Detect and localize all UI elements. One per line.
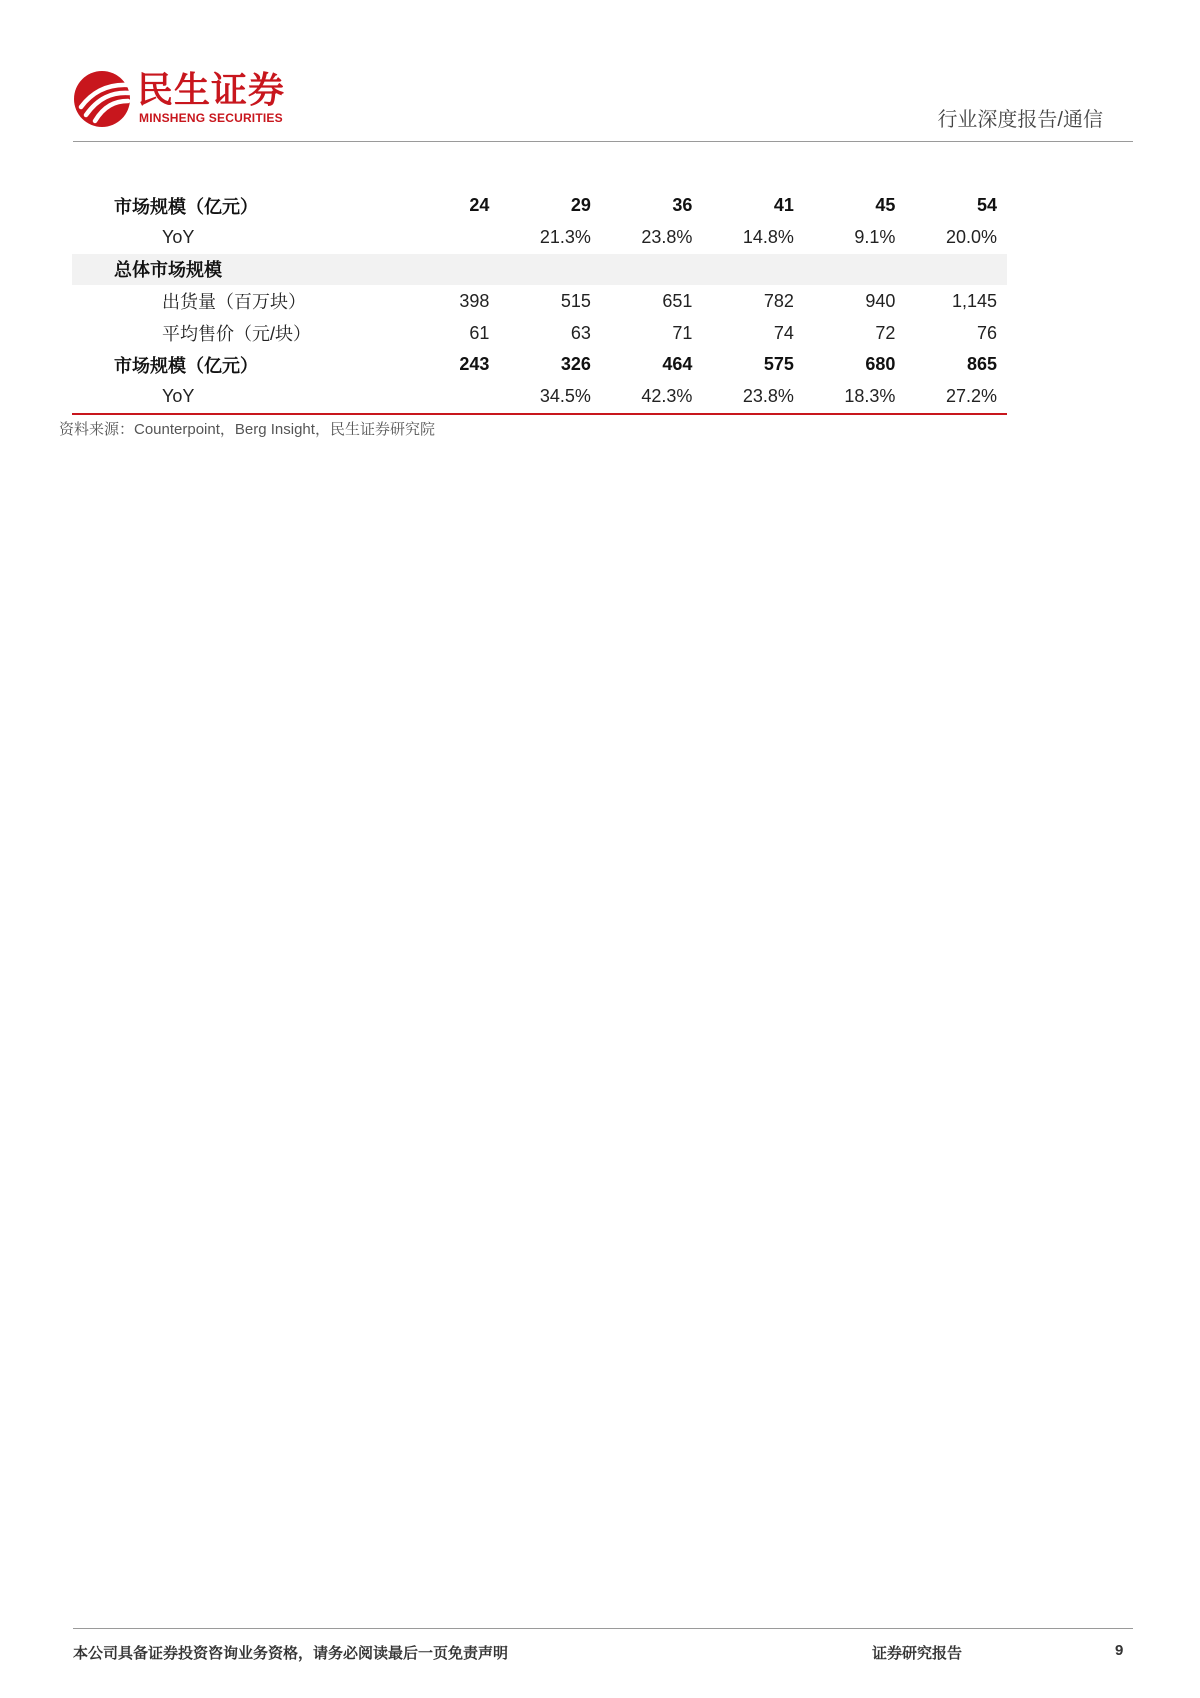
cell: 1,145 <box>951 290 997 311</box>
cell: 651 <box>662 290 693 311</box>
table-row <box>72 349 1007 381</box>
cell: 940 <box>865 290 896 311</box>
cell: 243 <box>459 354 490 375</box>
cell: 9.1% <box>854 227 896 248</box>
row-label: YoY <box>72 381 428 414</box>
table-row <box>72 190 1007 222</box>
cell: 680 <box>865 354 896 375</box>
table-row <box>72 381 1007 414</box>
cell: 63 <box>570 322 591 343</box>
cell: 865 <box>966 354 997 375</box>
table-row <box>72 317 1007 349</box>
cell: 54 <box>976 195 997 216</box>
cell: 575 <box>763 354 794 375</box>
footer-divider <box>73 1628 1133 1629</box>
cell: 782 <box>763 290 794 311</box>
minsheng-logo-icon <box>73 70 133 128</box>
cell: 34.5% <box>499 381 601 414</box>
cell: 45 <box>875 195 896 216</box>
cell <box>428 381 500 414</box>
cell: 74 <box>773 322 794 343</box>
row-label: YoY <box>162 227 195 248</box>
cell: 326 <box>560 354 591 375</box>
cell: 14.8% <box>742 227 794 248</box>
cell: 36 <box>672 195 693 216</box>
footer-disclaimer: 本公司具备证券投资咨询业务资格，请务必阅读最后一页免责声明 <box>73 1645 509 1662</box>
cell: 464 <box>662 354 693 375</box>
cell: 515 <box>560 290 591 311</box>
row-label: 市场规模（亿元） <box>114 196 258 217</box>
cell: 61 <box>469 322 490 343</box>
table-row <box>72 285 1007 317</box>
footer-report-type: 证券研究报告 <box>871 1645 962 1662</box>
row-label: 市场规模（亿元） <box>114 355 258 376</box>
cell: 23.8% <box>702 381 804 414</box>
cell: 20.0% <box>945 227 997 248</box>
section-label: 总体市场规模 <box>72 254 1007 286</box>
cell: 398 <box>459 290 490 311</box>
cell: 29 <box>570 195 591 216</box>
cell <box>428 222 500 254</box>
report-category: 行业深度报告/通信 <box>937 109 1103 131</box>
table-section-row <box>72 254 1007 286</box>
cell: 76 <box>976 322 997 343</box>
row-label: 平均售价（元/块） <box>162 324 312 345</box>
row-label: 出货量（百万块） <box>162 292 306 313</box>
cell: 24 <box>469 195 490 216</box>
market-size-table <box>72 190 1007 415</box>
page-number: 9 <box>1115 1642 1124 1659</box>
cell: 72 <box>875 322 896 343</box>
cell: 21.3% <box>539 227 591 248</box>
cell: 18.3% <box>804 381 906 414</box>
cell: 41 <box>773 195 794 216</box>
brand-name-en: MINSHENG SECURITIES <box>139 111 283 125</box>
cell: 42.3% <box>601 381 703 414</box>
cell: 27.2% <box>905 381 1007 414</box>
table-row <box>72 222 1007 254</box>
cell: 71 <box>672 322 693 343</box>
brand-name-cn: 民生证券 <box>137 69 286 110</box>
cell: 23.8% <box>641 227 693 248</box>
table-source-note: 资料来源：Counterpoint，Berg Insight，民生证券研究院 <box>59 421 435 438</box>
